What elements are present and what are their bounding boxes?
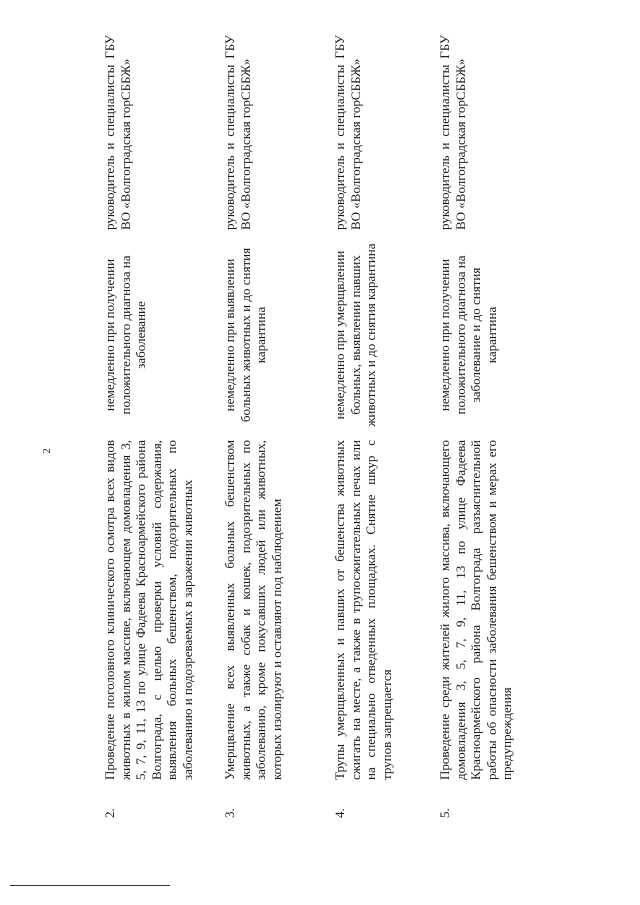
measures-table-rotated xyxy=(100,30,570,820)
table-row xyxy=(100,30,220,820)
row-number: 2. xyxy=(102,808,117,818)
measure-responsible: руководитель и специалисты ГБУ ВО «Волгоградская горСББЖ» xyxy=(332,35,363,230)
table-row xyxy=(330,30,435,820)
measure-description: Проведение среди жителей жилого массива, включающего домовладения 3, 5, 7, 9, 11, 13 по улице Фадеева Красноармейского района Волгограда разъяснительной работы об опасности заболевания бешенством и мерах его предупреждения xyxy=(437,440,515,780)
row-number: 3. xyxy=(222,808,237,818)
page-number: 2 xyxy=(40,448,53,454)
measure-term: немедленно при выявлении больных животных и до снятия карантина xyxy=(222,247,269,423)
table-row xyxy=(435,30,570,820)
measure-description: Трупы умерщвленных и павших от бешенства животных сжигать на месте, а также в трупосжигательных печах или на специально отведенных площадках. Снятие шкур с трупов запрещается xyxy=(332,440,394,780)
measure-responsible: руководитель и специалисты ГБУ ВО «Волгоградская горСББЖ» xyxy=(102,35,133,230)
measures-table xyxy=(100,30,570,820)
measure-responsible: руководитель и специалисты ГБУ ВО «Волгоградская горСББЖ» xyxy=(437,35,468,230)
measure-term: немедленно при получении положительного диагноза на заболевание и до снятия карантина xyxy=(437,255,499,415)
measure-description: Умерщвление всех выявленных больных бешенством животных, а также собак и кошек, подозрительных по заболеванию, кроме покусавших людей или животных, которых изолируют и оставляют под наблюдением xyxy=(222,440,284,780)
measure-term: немедленно при получении положительного диагноза на заболевание xyxy=(102,255,149,415)
row-number: 4. xyxy=(332,808,347,818)
table-row xyxy=(220,30,330,820)
page-edge-line xyxy=(10,885,170,886)
measure-term: немедленно при умерщвлении больных, выявлении павших животных и до снятия карантина xyxy=(332,243,379,427)
measure-responsible: руководитель и специалисты ГБУ ВО «Волгоградская горСББЖ» xyxy=(222,35,253,230)
row-number: 5. xyxy=(437,808,452,818)
measure-description: Проведение поголовного клинического осмотра всех видов животных в жилом массиве, включающем домовладения 3, 5, 7, 9, 11, 13 по улице Фадеева Красноармейского района Волгограда, с целью проверки условий содержания, выявления больных бешенством, подозрительных по заболеванию и подозреваемых в заражении животных xyxy=(102,440,195,780)
